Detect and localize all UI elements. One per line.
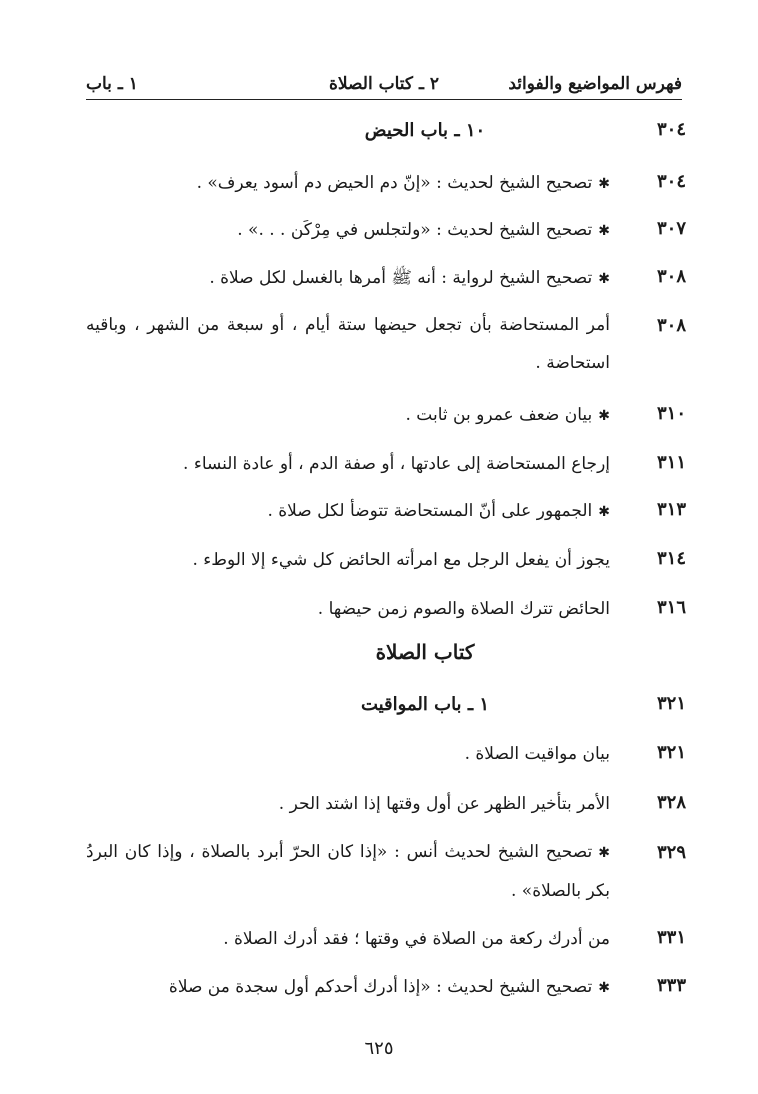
list-item bbox=[86, 590, 610, 628]
entry-page-number: ٣٠٨ bbox=[656, 315, 686, 336]
entry-text: إرجاع المستحاضة إلى عادتها ، أو صفة الدم ، أو عادة النساء . bbox=[183, 454, 610, 474]
entry-page-number: ٣١٤ bbox=[656, 548, 686, 569]
entry-text: أمر المستحاضة بأن تجعل حيضها ستة أيام ، أو سبعة من الشهر ، وباقيه استحاضة . bbox=[86, 315, 610, 373]
entry-text: يجوز أن يفعل الرجل مع امرأته الحائض كل شيء إلا الوطء . bbox=[192, 550, 610, 570]
list-item bbox=[86, 306, 610, 382]
entry-text: تصحيح الشيخ لحديث : «إنّ دم الحيض دم أسود يعرف» . bbox=[196, 173, 593, 193]
header-index-title: فهرس المواضيع والفوائد bbox=[508, 74, 682, 94]
entry-page-number: ٣٠٨ bbox=[656, 266, 686, 287]
entry-page-number: ٣٢٩ bbox=[656, 842, 686, 863]
star-icon: ✱ bbox=[598, 223, 610, 239]
book-section-title: كتاب الصلاة bbox=[375, 640, 475, 664]
list-item bbox=[86, 968, 610, 1007]
list-item bbox=[86, 164, 610, 203]
entry-page-number: ٣٢٨ bbox=[656, 792, 686, 813]
star-icon: ✱ bbox=[598, 504, 610, 520]
star-icon: ✱ bbox=[598, 271, 610, 287]
star-icon: ✱ bbox=[598, 408, 610, 424]
entry-text: بيان ضعف عمرو بن ثابت . bbox=[405, 405, 593, 425]
entry-page-number: ٣١٠ bbox=[656, 403, 686, 424]
list-item bbox=[86, 541, 610, 579]
entry-page-number: ٣٢١ bbox=[656, 693, 686, 714]
list-item bbox=[86, 492, 610, 531]
entry-page-number: ٣١٦ bbox=[656, 597, 686, 618]
list-item bbox=[86, 445, 610, 483]
entry-page-number: ٣٠٤ bbox=[656, 119, 686, 140]
star-icon: ✱ bbox=[598, 980, 610, 996]
list-item bbox=[86, 920, 610, 958]
list-item bbox=[86, 211, 610, 250]
list-item bbox=[86, 833, 610, 910]
entry-text: الأمر بتأخير الظهر عن أول وقتها إذا اشتد الحر . bbox=[278, 794, 610, 814]
page-number: ٦٢٥ bbox=[364, 1038, 394, 1059]
entry-text: من أدرك ركعة من الصلاة في وقتها ؛ فقد أدرك الصلاة . bbox=[223, 929, 610, 949]
list-item bbox=[86, 735, 610, 773]
header-chapter: ١ ـ باب bbox=[86, 74, 138, 94]
chapter-heading: ١٠ ـ باب الحيض bbox=[364, 120, 486, 141]
entry-text: الحائض تترك الصلاة والصوم زمن حيضها . bbox=[317, 599, 610, 619]
entry-page-number: ٣١١ bbox=[656, 452, 686, 473]
list-item bbox=[86, 785, 610, 823]
entry-text: تصحيح الشيخ لحديث : «إذا أدرك أحدكم أول سجدة من صلاة bbox=[168, 977, 593, 997]
entry-text: تصحيح الشيخ لرواية : أنه ﷺ أمرها بالغسل لكل صلاة . bbox=[209, 268, 593, 288]
header-book-title: ٢ ـ كتاب الصلاة bbox=[329, 74, 439, 94]
entry-text: بيان مواقيت الصلاة . bbox=[464, 744, 610, 764]
star-icon: ✱ bbox=[598, 176, 610, 192]
chapter-heading: ١ ـ باب المواقيت bbox=[360, 694, 490, 715]
entry-page-number: ٣٣١ bbox=[656, 927, 686, 948]
entry-page-number: ٣٢١ bbox=[656, 742, 686, 763]
list-item bbox=[86, 259, 610, 298]
entry-page-number: ٣١٣ bbox=[656, 499, 686, 520]
entry-text: تصحيح الشيخ لحديث أنس : «إذا كان الحرّ أبرد بالصلاة ، وإذا كان البردُ بكر بالصلاة» . bbox=[86, 842, 610, 901]
list-item bbox=[86, 396, 610, 435]
entry-text: تصحيح الشيخ لحديث : «ولتجلس في مِرْكَن . . .» . bbox=[237, 220, 593, 240]
entry-page-number: ٣٠٧ bbox=[656, 218, 686, 239]
entry-text: الجمهور على أنّ المستحاضة تتوضأ لكل صلاة . bbox=[267, 501, 593, 521]
star-icon: ✱ bbox=[598, 845, 610, 861]
entry-page-number: ٣٣٣ bbox=[656, 975, 686, 996]
entry-page-number: ٣٠٤ bbox=[656, 171, 686, 192]
